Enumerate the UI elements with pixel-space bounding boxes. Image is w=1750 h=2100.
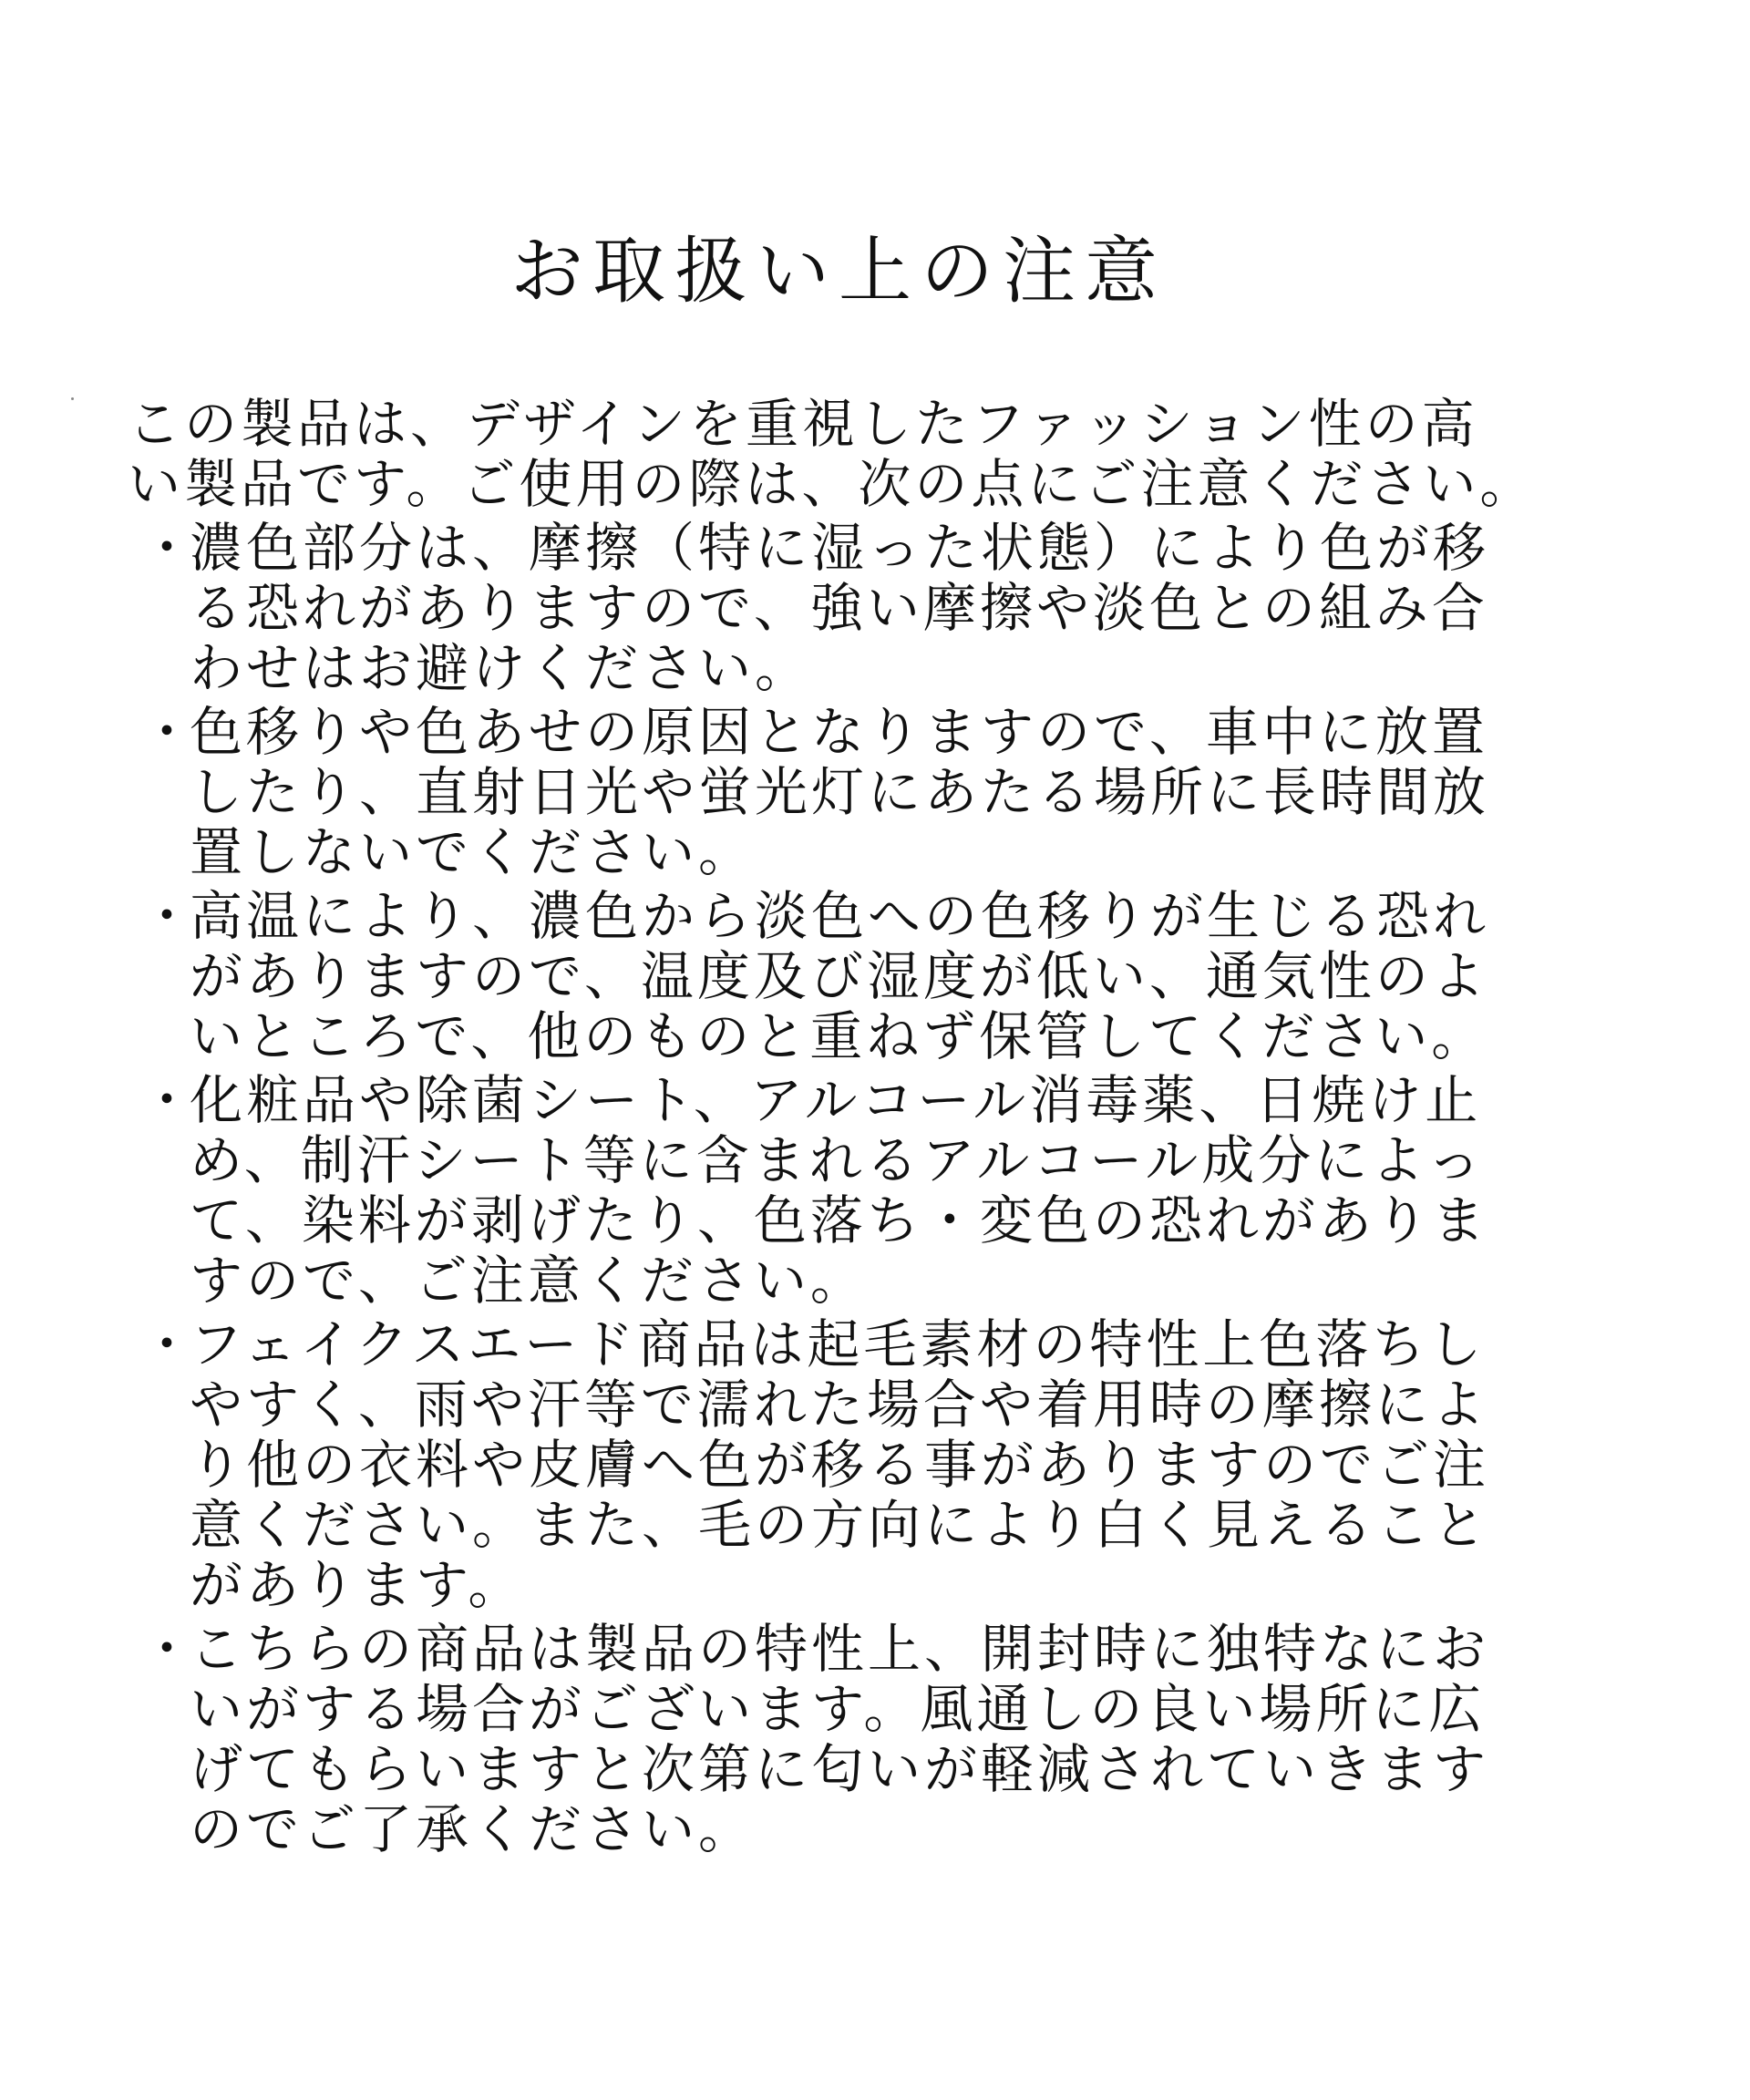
caution-item xyxy=(128,1314,1549,1615)
bullet-dot: ・ xyxy=(140,1069,198,1131)
page-title: お取扱い上の注意 xyxy=(510,229,1167,314)
bullet-dot: ・ xyxy=(140,885,198,947)
care-notice xyxy=(128,228,1549,1863)
caution-item xyxy=(128,702,1549,882)
bullet-dot: ・ xyxy=(140,1618,198,1680)
caution-text: こちらの商品は製品の特性上、開封時に独特なにお いがする場合がございます。風通しの良い場所に広 げてもらいますと次第に匂いが軽減されていきます のでご了承ください。 xyxy=(190,1618,1490,1860)
caution-item xyxy=(128,1070,1549,1311)
scan-speck xyxy=(71,397,74,400)
caution-item xyxy=(128,886,1549,1066)
caution-text: フェイクスエード商品は起毛素材の特性上色落ちし やすく、雨や汗等で濡れた場合や着用時の摩擦によ り他の衣料や皮膚へ色が移る事がありますのでご注 意ください。また、毛の方向により白く見えること があります。 xyxy=(190,1313,1490,1616)
caution-text: 高温により、濃色から淡色への色移りが生じる恐れ がありますので、温度及び湿度が低い、通気性のよ いところで、他のものと重ねず保管してください。 xyxy=(190,885,1490,1067)
bullet-dot: ・ xyxy=(140,1313,198,1375)
caution-item xyxy=(128,518,1549,698)
bullet-dot: ・ xyxy=(140,517,198,579)
caution-item xyxy=(128,1619,1549,1859)
caution-text: 化粧品や除菌シート、アルコール消毒薬、日焼け止 め、制汗シート等に含まれるアルコール成分によっ て、染料が剥げたり、色落ち・変色の恐れがありま すので、ご注意ください。 xyxy=(190,1069,1488,1312)
caution-list xyxy=(128,518,1549,1859)
intro-paragraph: この製品は、デザインを重視したファッション性の高 い製品です。ご使用の際は、次の点にご注意ください。 xyxy=(128,393,1537,515)
caution-text: 色移りや色あせの原因となりますので、車中に放置 したり、直射日光や蛍光灯にあたる場所に長時間放 置しないでください。 xyxy=(190,701,1490,883)
bullet-dot: ・ xyxy=(140,701,198,763)
caution-text: 濃色部分は、摩擦（特に湿った状態）により色が移 る恐れがありますので、強い摩擦や淡色との組み合 わせはお避けください。 xyxy=(190,517,1490,699)
